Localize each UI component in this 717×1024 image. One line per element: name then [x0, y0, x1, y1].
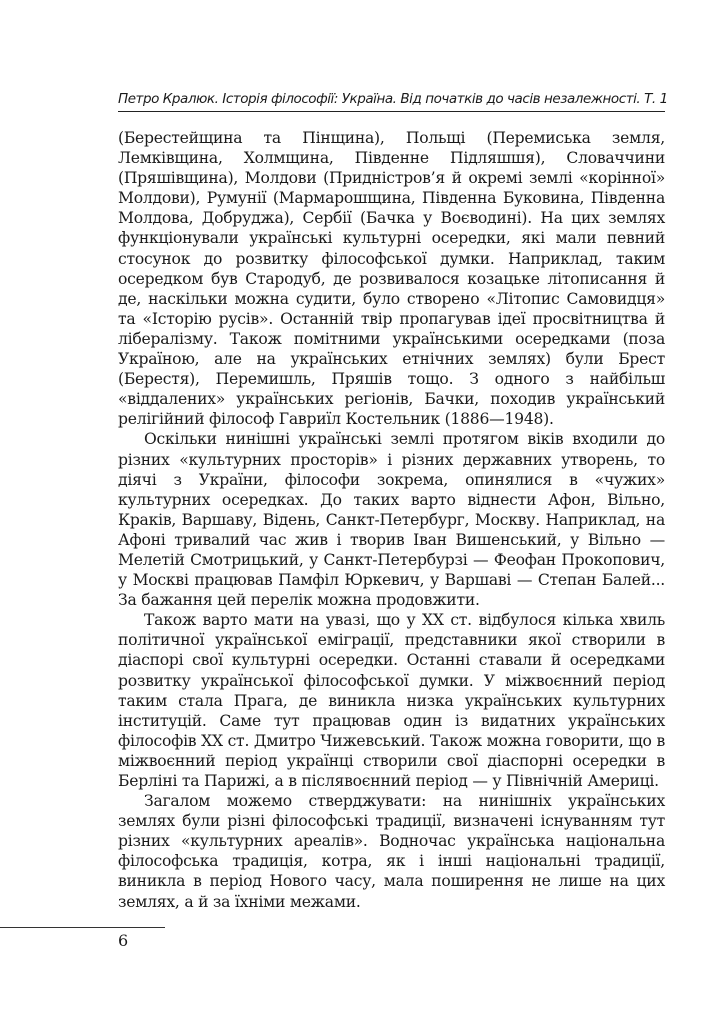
paragraph-4: Загалом можемо стверджувати: на нинішніх українських землях були різні філософські традиції, визначені існуванням тут різних «культурних ареалів». Водночас українська національна філософська традиція, котра, як і інші національні традиції, виникла в період Нового часу, мала поширення не лише на цих землях, а й за їхніми межами. — [118, 792, 665, 911]
paragraph-2: Оскільки нинішні українські землі протягом віків входили до різних «культурних просторів» і різних державних утворень, то діячі з України, філософи зокрема, опинялися в «чужих» культурних осередках. До таких варто віднести Афон, Вільно, Краків, Варшаву, Відень, Санкт-Петербург, Москву. Наприклад, на Афоні тривалий час жив і творив Іван Вишенський, у Вільно — Мелетій Смотрицький, у Санкт-Петербурзі — Феофан Прокопович, у Москві працював Памфіл Юркевич, у Варшаві — Степан Балей... За бажання цей перелік можна продовжити. — [118, 430, 665, 610]
paragraph-1: (Берестейщина та Пінщина), Польщі (Перемиська земля, Лемківщина, Холмщина, Південне Підляшшя), Словаччини (Пряшівщина), Молдови (Придністров’я й окремі землі «корінної» Молдови), Румунії (Мармарошщина, Південна Буковина, Південна Молдова, Добруджа), Сербії (Бачка у Воєводині). На цих землях функціонували українські культурні осередки, які мали певний стосунок до розвитку філософської думки. Наприклад, таким осередком був Стародуб, де розвивалося козацьке літописання й де, наскільки можна судити, було створено «Літопис Самовидця» та «Історію русів». Останній твір пропагував ідеї просвітництва й лібералізму. Також помітними українськими осередками (поза Україною, але на українських етнічних землях) були Брест (Берестя), Перемишль, Пряшів тощо. З одного з найбільш «віддалених» українських регіонів, Бачки, походив український релігійний філософ Гавриїл Костельник (1886—1948). — [118, 129, 665, 429]
header-rule — [118, 111, 665, 112]
running-head: Петро Кралюк. Історія філософії: Україна. Від початків до часів незалежності. Т. 1 — [118, 91, 668, 107]
paragraph-3: Також варто мати на увазі, що у XX ст. відбулося кілька хвиль політичної української еміграції, представники якої створили в діаспорі свої культурні осередки. Останні ставали й осередками розвитку української філософської думки. У міжвоєнний період таким стала Прага, де виникла низка українських культурних інституцій. Саме тут працював один із видатних українських філософів XX ст. Дмитро Чижевський. Також можна говорити, що в міжвоєнний період українці створили свої діаспорні осередки в Берліні та Парижі, а в післявоєнний період — у Північній Америці. — [118, 611, 665, 790]
footer-rule — [0, 927, 165, 928]
body-text — [118, 128, 665, 912]
page-number: 6 — [118, 931, 129, 950]
